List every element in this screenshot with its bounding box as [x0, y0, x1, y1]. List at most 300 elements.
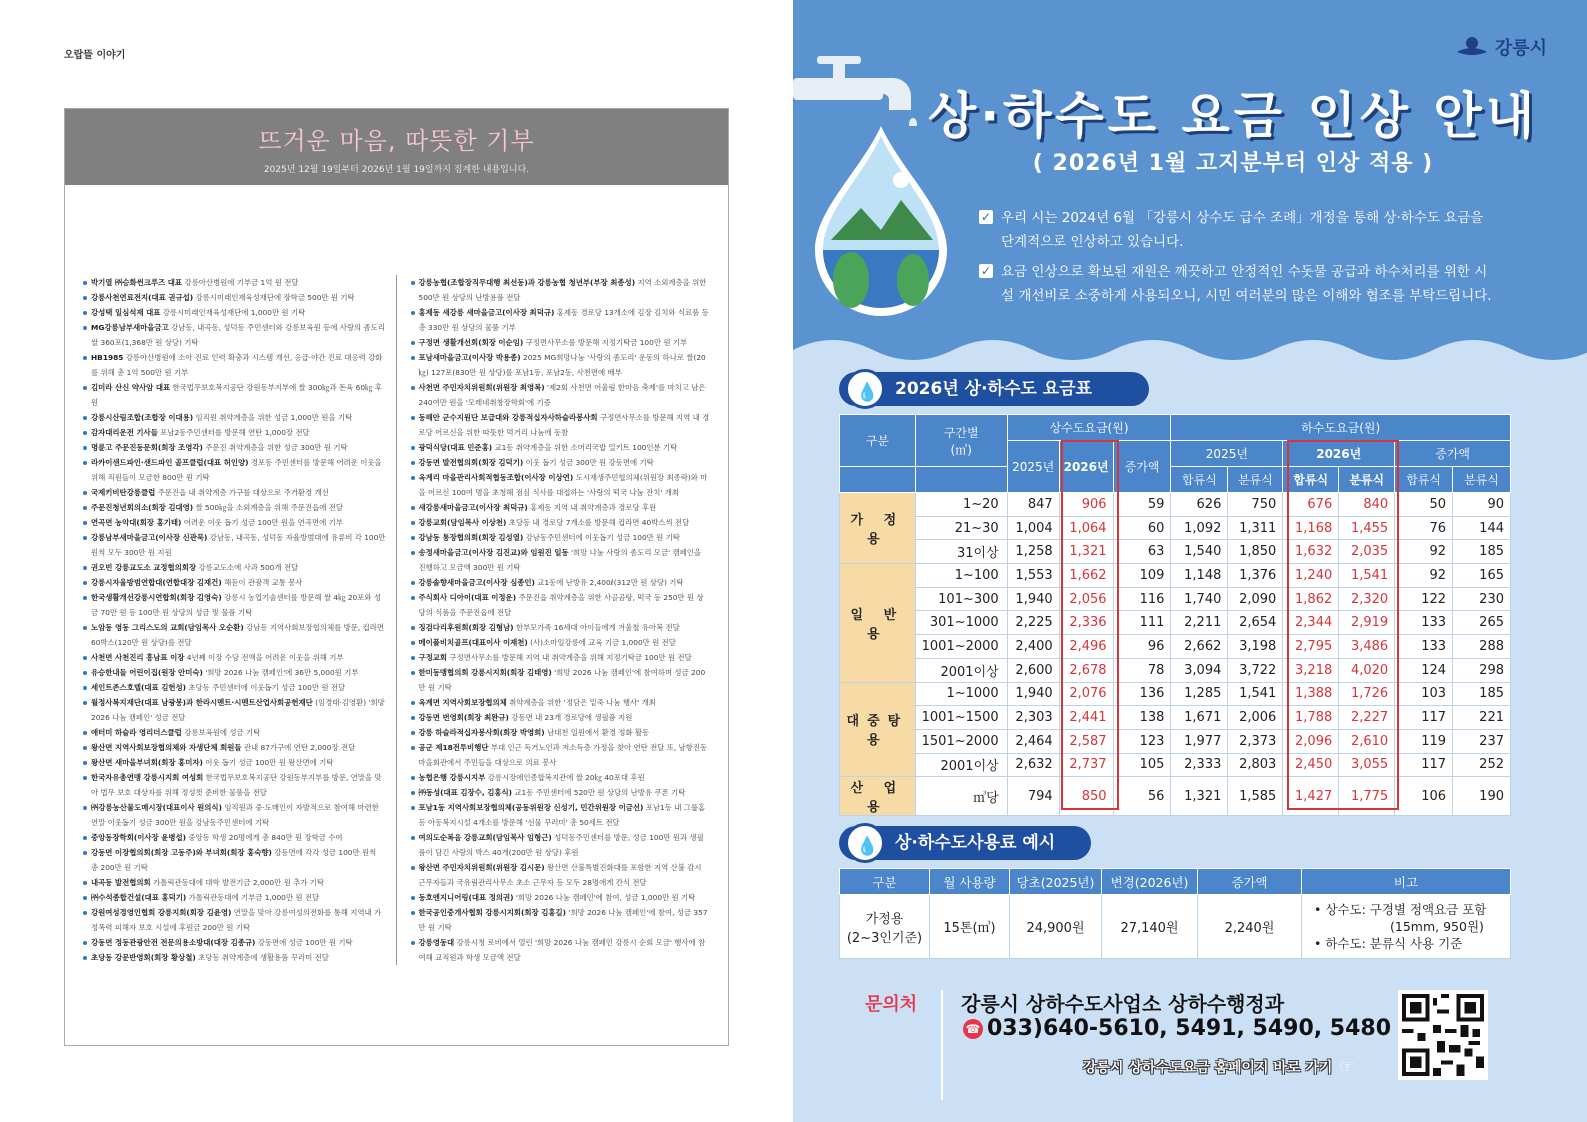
rate-range: ㎥당 — [915, 777, 1007, 816]
donation-item — [411, 275, 711, 305]
ex-type: 가정용 (2~3인기준) — [840, 895, 930, 959]
col-blank — [915, 467, 1007, 493]
donation-desc: 구정면사무소를 방문해 지역 내 경로당 어르신을 위한 따뜻한 먹거리 나눔에 동참 — [418, 413, 710, 437]
donation-desc: 임직원과 중·도매인이 자발적으로 참여해 마련한 연말 이웃돕기 성금 300만 원을 강남동주민센터에 기탁 — [91, 803, 379, 827]
rate-cell: 2,344 — [1283, 611, 1339, 635]
donation-desc: 한부모가족 16세대 아이들에게 겨울철 유아복 전달 — [515, 623, 680, 632]
rate-cell: 2,600 — [1007, 658, 1059, 682]
donation-desc: 구정면사무소를 방문해 지역 내 취약계층을 위해 지정기탁금 100만 원 전달 — [449, 653, 692, 662]
rate-table — [839, 414, 1511, 816]
donation-item — [83, 500, 386, 515]
rate-cell: 2,211 — [1171, 611, 1228, 635]
donor-name: 권오빈 강릉교도소 교정협의회장 — [91, 563, 197, 572]
donor-name: 강릉 하슬라적십자봉사회(회장 박영희) — [418, 728, 545, 737]
donation-item — [83, 350, 386, 380]
col-sewer-increase: 증가액 — [1395, 441, 1511, 467]
donor-name: 강릉영동대 — [418, 938, 455, 947]
rate-cell: 165 — [1453, 564, 1511, 588]
col-separate: 분류식 — [1228, 467, 1283, 493]
rate-cell: 3,094 — [1171, 658, 1228, 682]
donation-desc: '희망 2026 나눔 캠페인'에 참여하며 성금 200만 원 기탁 — [418, 668, 706, 692]
rate-cell: 1,585 — [1228, 777, 1283, 816]
donation-desc: 관내 87가구에 연탄 2,000장 전달 — [243, 743, 356, 752]
rate-cell: 133 — [1395, 635, 1453, 659]
donation-desc: 구정면사무소를 방문해 지정기탁금 100만 원 기부 — [525, 338, 688, 347]
col-sewer-2026: 2026년 — [1283, 441, 1395, 467]
donation-item — [411, 440, 711, 455]
rate-row — [840, 706, 1511, 730]
donation-item — [83, 935, 386, 950]
rate-cell: 3,055 — [1339, 753, 1395, 777]
main-title: 상·하수도 요금 인상 안내 — [927, 87, 1539, 145]
rate-cell: 2,035 — [1339, 540, 1395, 564]
ex-col-before: 당초(2025년) — [1010, 869, 1102, 895]
rate-cell: 1,775 — [1339, 777, 1395, 816]
rate-row — [840, 587, 1511, 611]
donor-name: 포남새마을금고(이사장 박용종) — [418, 353, 521, 362]
donation-desc: 강남동, 내곡동, 성덕동 주민센터와 강릉보육원 등에 사랑의 좀도리 쌀 360포(1,368만 원 상당) 기탁 — [91, 323, 385, 347]
rate-cell: 2,662 — [1171, 635, 1228, 659]
donation-item — [411, 650, 711, 665]
checkbox-icon: ✓ — [980, 264, 992, 278]
rate-section-title: 2026년 상·하수도 요금표 — [895, 379, 1092, 399]
donation-item — [83, 830, 386, 845]
donation-item — [83, 380, 386, 410]
ex-before: 24,900원 — [1010, 895, 1102, 959]
rate-cell: 2,320 — [1339, 587, 1395, 611]
rate-cell: 133 — [1395, 611, 1453, 635]
donation-item — [411, 470, 711, 500]
donation-item — [83, 455, 386, 485]
donor-name: 강릉사천연료전지(대표 권규섭) — [91, 293, 194, 302]
rate-cell: 3,722 — [1228, 658, 1283, 682]
donation-desc: 교1동 주민센터에 520만 원 상당의 난방유 쿠폰 기탁 — [514, 788, 686, 797]
donation-desc: 강릉보육원에 성금 기탁 — [184, 728, 261, 737]
rate-cell: 2,373 — [1228, 729, 1283, 753]
rate-cell: 1,064 — [1059, 516, 1113, 540]
rate-cell: 1,632 — [1283, 540, 1339, 564]
donation-item — [411, 620, 711, 635]
rate-cell: 119 — [1395, 729, 1453, 753]
donation-desc: 강릉시 농업기술센터를 방문해 쌀 4㎏ 20포와 성금 70만 원 등 100만 원 상당의 성금 및 물품 기탁 — [91, 593, 382, 617]
donation-desc: 강동면에 성금 100만 원 기탁 — [257, 938, 353, 947]
rate-cell: 3,198 — [1228, 635, 1283, 659]
donation-item — [83, 845, 386, 875]
donation-desc: 강릉아산병원에 소아 진료 인력 확충과 시스템 개선, 응급·야간 진료 대응력 강화를 위해 총 1억 500만 원 기부 — [91, 353, 383, 377]
donation-item — [83, 740, 386, 755]
rate-range: 31이상 — [915, 540, 1007, 564]
donor-name: 중앙동장학회(이사장 윤병섭) — [91, 833, 187, 842]
donation-columns — [77, 275, 716, 965]
rate-cell: 288 — [1453, 635, 1511, 659]
rate-cell: 1,004 — [1007, 516, 1059, 540]
donation-item — [411, 545, 711, 575]
donation-desc: '희망 2026 나눔 캠페인'에 36만 5,000원 기부 — [205, 668, 359, 677]
donation-desc: 초당동 주민센터에 이웃돕기 성금 100만 원 전달 — [188, 683, 346, 692]
donation-item — [83, 620, 386, 650]
ex-col-usage: 월 사용량 — [930, 869, 1010, 895]
donor-name: 강동면 발전협의회(회장 김덕기) — [418, 458, 524, 467]
donation-desc: '희망 2026 나눔 캠페인'에 참여, 성금 357만 원 기탁 — [418, 908, 708, 932]
donor-name: 농협은행 강릉시지부 — [418, 773, 486, 782]
example-section-heading — [839, 826, 1091, 860]
rate-cell: 1,168 — [1283, 516, 1339, 540]
col-blank — [840, 467, 916, 493]
donation-item — [83, 320, 386, 350]
rate-row — [840, 658, 1511, 682]
donation-desc: 취약계층을 위한 '정담은 밑죽 나눔 행사' 개최 — [509, 698, 656, 707]
donation-desc: 지역 소외계층을 위한 500만 원 상당의 난방용품 전달 — [418, 278, 707, 302]
rate-range: 1~100 — [915, 564, 1007, 588]
donation-item — [83, 530, 386, 560]
pointing-hand-icon: ☞ — [1338, 1056, 1355, 1077]
rate-cell: 59 — [1113, 493, 1171, 517]
rate-cell: 794 — [1007, 777, 1059, 816]
ex-note: • 상수도: 구경별 정액요금 포함 (15mm, 950원) • 하수도: 분류식 사용 기준 — [1302, 895, 1511, 959]
rate-cell: 103 — [1395, 682, 1453, 706]
donation-desc: 주문진 취약계층을 위한 성금 300만 원 기탁 — [205, 443, 348, 452]
rate-cell: 2,225 — [1007, 611, 1059, 635]
rate-cell: 123 — [1113, 729, 1171, 753]
donation-desc: 교1동에 난방유 2,400ℓ(312만 원 상당) 기탁 — [537, 578, 684, 587]
rate-category: 산 업 용 — [840, 777, 916, 816]
donation-item — [411, 725, 711, 740]
rate-cell: 850 — [1059, 777, 1113, 816]
rate-range: 301~1000 — [915, 611, 1007, 635]
donation-desc: 남대천 일원에서 환경 정화 활동 — [547, 728, 650, 737]
donation-item — [411, 905, 711, 935]
donation-desc: 왕산면 산불특별진화대를 포함한 지역 산불 감시 근무자들과 국유림관리사무소 초소 근무자 등 모두 28명에게 간식 전달 — [418, 863, 702, 887]
department-name: 강릉시 상하수도사업소 상하수행정과 — [961, 992, 1285, 1016]
donation-desc: 임직원 취약계층을 위한 성금 1,000만 원을 기탁 — [195, 413, 353, 422]
donation-item — [411, 455, 711, 470]
donor-name: 광덕식당(대표 민준홍) — [418, 443, 493, 452]
donation-box — [64, 108, 729, 1046]
rate-cell: 676 — [1283, 493, 1339, 517]
donation-item — [411, 530, 711, 545]
rate-cell: 78 — [1113, 658, 1171, 682]
donation-item — [83, 560, 386, 575]
donor-name: 주식회사 디아이(대표 이정운) — [418, 593, 517, 602]
rate-row — [840, 564, 1511, 588]
donor-name: 강릉남부새마을금고(이사장 신관묵) — [91, 533, 208, 542]
rate-range: 2001이상 — [915, 658, 1007, 682]
donor-name: 강릉시자율방범연합대(연합대장 김재건) — [91, 578, 222, 587]
col-separate: 분류식 — [1453, 467, 1511, 493]
donation-item — [411, 575, 711, 590]
donation-item — [83, 905, 386, 935]
rate-cell: 2,006 — [1228, 706, 1283, 730]
rate-cell: 252 — [1453, 753, 1511, 777]
donor-name: 애터미 하슬라 영리더스클럽 — [91, 728, 182, 737]
rate-row — [840, 611, 1511, 635]
donation-item — [411, 380, 711, 410]
donation-item — [411, 335, 711, 350]
donation-item — [411, 935, 711, 965]
rate-cell: 116 — [1113, 587, 1171, 611]
qr-code[interactable] — [1398, 990, 1488, 1080]
rate-cell: 105 — [1113, 753, 1171, 777]
rate-cell: 4,020 — [1339, 658, 1395, 682]
notice-block — [979, 206, 1499, 314]
donor-name: 새강릉새마을금고(이사장 최덕규) — [418, 503, 528, 512]
donation-item — [83, 950, 386, 965]
rate-row — [840, 753, 1511, 777]
rate-range: 1~20 — [915, 493, 1007, 517]
donation-desc: 가톨릭관동대에 기부금 1,000만 원 전달 — [188, 893, 320, 902]
donor-name: 옥계리 마을관리사회적협동조합(이사장 이상연) — [418, 473, 574, 482]
donation-desc: 강릉시장애인종합복지관에 쌀 20㎏ 40포대 후원 — [487, 773, 645, 782]
rate-cell: 185 — [1453, 540, 1511, 564]
donation-item — [411, 590, 711, 620]
rate-cell: 2,919 — [1339, 611, 1395, 635]
rate-cell: 847 — [1007, 493, 1059, 517]
col-combined: 합류식 — [1395, 467, 1453, 493]
rate-cell: 190 — [1453, 777, 1511, 816]
rate-cell: 106 — [1395, 777, 1453, 816]
rate-row — [840, 540, 1511, 564]
donation-desc: 강남동, 내곡동, 성덕동 자율방범대에 유류비 각 100만 원씩 모두 300만 원 지원 — [91, 533, 386, 557]
rate-cell: 1,726 — [1339, 682, 1395, 706]
faucet-icon — [793, 56, 933, 126]
donor-name: 월정사복지재단(대표 남광봉)과 한라시멘트·시멘트산업사회공헌재단 — [91, 698, 313, 707]
donor-name: 주문진청년회의소(회장 김대영) — [91, 503, 194, 512]
rate-cell: 117 — [1395, 753, 1453, 777]
donation-item — [83, 290, 386, 305]
rate-cell: 1,940 — [1007, 682, 1059, 706]
ex-col-increase: 증가액 — [1198, 869, 1302, 895]
rate-cell: 265 — [1453, 611, 1511, 635]
donation-desc: 강릉아산병원에 기부금 1억 원 전달 — [184, 278, 299, 287]
donor-name: 한미동맹협의회 강릉시지회(회장 김태영) — [418, 668, 552, 677]
donation-item — [83, 575, 386, 590]
donation-item — [411, 800, 711, 830]
example-table — [839, 868, 1511, 959]
donor-name: ㈜수석종합건설(대표 홍덕기) — [91, 893, 187, 902]
rate-cell: 1,977 — [1171, 729, 1228, 753]
rate-cell: 221 — [1453, 706, 1511, 730]
donor-name: 한국공인중개사협회 강릉시지회(회장 김홍길) — [418, 908, 567, 917]
donation-item — [83, 770, 386, 800]
donation-item — [411, 515, 711, 530]
rate-cell: 60 — [1113, 516, 1171, 540]
rate-cell: 1,541 — [1339, 564, 1395, 588]
donation-desc: 주문진읍 취약계층을 위한 사골곰탕, 떡국 등 250만 원 상당의 식품을 주문진읍에 전달 — [418, 593, 704, 617]
donation-desc: 주문진읍 내 취약계층 가구를 대상으로 주거환경 개선 — [157, 488, 329, 497]
donor-name: 구정면 생활개선회(회장 이순임) — [418, 338, 524, 347]
donation-item — [411, 500, 711, 515]
donor-name: 강동면 정동관광안전 전문의용소방대(대장 김종규) — [91, 938, 256, 947]
donor-name: 왕산면 주민자치위원회(위원장 김시문) — [418, 863, 545, 872]
donation-header — [65, 109, 728, 185]
donation-desc: 4년째 이장 수당 전액을 어려운 이웃을 위해 기부 — [186, 653, 344, 662]
donation-desc: 포남1동 내 그룹홈 등 아동복지시설 4개소를 방문해 '선물 꾸러미' 총 50세트 전달 — [418, 803, 706, 827]
rate-cell: 144 — [1453, 516, 1511, 540]
donor-name: ㈜강릉농산물도매시장(대표이사 원의식) — [91, 803, 222, 812]
rate-cell: 92 — [1395, 540, 1453, 564]
ex-col-note: 비고 — [1302, 869, 1511, 895]
donation-item — [411, 305, 711, 335]
donor-name: 강릉농협(조합장직무대행 최선동)과 강릉농협 청년부(부장 최종성) — [418, 278, 636, 287]
donor-name: 동해안 군수지원단 보급대와 강릉적십자사하슬라봉사회 — [418, 413, 598, 422]
rate-cell: 2,654 — [1228, 611, 1283, 635]
rate-range: 2001이상 — [915, 753, 1007, 777]
rate-cell: 1,258 — [1007, 540, 1059, 564]
rate-range: 101~300 — [915, 587, 1007, 611]
example-section-title: 상·하수도사용료 예시 — [895, 833, 1056, 853]
rate-cell: 1,311 — [1228, 516, 1283, 540]
donation-column-right — [397, 275, 717, 965]
col-water-2025: 2025년 — [1007, 441, 1059, 493]
logo-text: 강릉시 — [1494, 38, 1547, 59]
phone-number: ☎ 033)640-5610, 5491, 5490, 5480 — [963, 1016, 1391, 1041]
donation-desc: (사)소마일강릉에 교육 기금 1,000만 원 전달 — [530, 638, 676, 647]
col-sewer: 하수도요금(원) — [1171, 415, 1511, 441]
city-logo-icon — [1455, 36, 1489, 58]
inquiry-label: 문의처 — [865, 994, 918, 1015]
rate-cell: 1,321 — [1171, 777, 1228, 816]
donor-name: 한국생활개선강릉시연합회(회장 김영숙) — [91, 593, 222, 602]
donor-name: 노암동 영동 그리스도의 교회(담임목사 오순환) — [91, 623, 244, 632]
rate-cell: 2,096 — [1283, 729, 1339, 753]
donation-desc: (임경태·김영환) '희망 2026 나눔 캠페인' 성금 전달 — [91, 698, 385, 722]
col-water-increase: 증가액 — [1113, 441, 1171, 493]
donation-item — [83, 275, 386, 290]
donation-item — [83, 665, 386, 680]
donation-desc: 강릉시미래인재육성재단에 1,000만 원 기탁 — [162, 308, 306, 317]
donation-desc: 중앙동 학생 20명에게 총 840만 원 장학금 수여 — [188, 833, 343, 842]
rate-range: 1001~1500 — [915, 706, 1007, 730]
divider — [941, 990, 943, 1100]
rate-cell: 92 — [1395, 564, 1453, 588]
rate-cell: 1,740 — [1171, 587, 1228, 611]
donor-name: 초당동 강문반영회(회장 황상철) — [91, 953, 196, 962]
donor-name: 강릉솔향새마을금고(이사장 심종인) — [418, 578, 535, 587]
rate-cell: 2,464 — [1007, 729, 1059, 753]
rate-cell: 1,671 — [1171, 706, 1228, 730]
rate-cell: 56 — [1113, 777, 1171, 816]
notice-text-1: 우리 시는 2024년 6월 「강릉시 상수도 급수 조례」개정을 통해 상·하수도 요금을 단계적으로 인상하고 있습니다. — [1001, 210, 1484, 250]
donation-item — [83, 425, 386, 440]
ex-col-category: 구분 — [840, 869, 930, 895]
donor-name: 연곡면 농악대(회장 홍기태) — [91, 518, 182, 527]
donor-name: 메이플비치골프(대표이사 이재천) — [418, 638, 528, 647]
homepage-link[interactable]: 강릉시 상하수도요금 홈페이지 바로 가기 ☞ — [1083, 1056, 1355, 1077]
rate-range: 21~30 — [915, 516, 1007, 540]
donor-name: 동호엔지니어링(대표 정의권) — [418, 893, 514, 902]
water-drop-icon — [845, 369, 885, 409]
donor-name: 사천면 사천진리 흥남표 이장 — [91, 653, 185, 662]
donor-name: 세인트존스호텔(대표 김헌성) — [91, 683, 187, 692]
donor-name: 강동면 이장협의회(회장 고동주)와 부녀회(회장 홍숙향) — [91, 848, 272, 857]
col-water-2026: 2026년 — [1059, 441, 1113, 493]
rate-cell: 1,388 — [1283, 682, 1339, 706]
col-separate: 분류식 — [1339, 467, 1395, 493]
donation-desc: 강남동주민센터에 이웃돕기 성금 100만 원 기탁 — [525, 533, 680, 542]
donor-name: 명륜고 주문진동문회(회장 조영각) — [91, 443, 203, 452]
example-row — [840, 895, 1511, 959]
donation-item — [83, 515, 386, 530]
rate-cell: 2,227 — [1339, 706, 1395, 730]
donor-name: 강릉시산림조합(조합장 이대용) — [91, 413, 194, 422]
donation-item — [411, 710, 711, 725]
donor-name: 사천면 주민자치위원회(위원장 최영복) — [418, 383, 545, 392]
donation-item — [411, 890, 711, 905]
rate-category: 대중탕용 — [840, 682, 916, 777]
col-sewer-2025: 2025년 — [1171, 441, 1283, 467]
donation-desc: 교1동 취약계층을 위한 소머리국밥 밀키트 100인분 기탁 — [494, 443, 678, 452]
donation-item — [411, 830, 711, 860]
donation-desc: 강릉시청 로비에서 열린 '희망 2026 나눔 캠페인 강릉시 순회 모금' 행사에 참여해 교직원과 학생 모금액 전달 — [418, 938, 706, 962]
rate-cell: 2,803 — [1228, 753, 1283, 777]
donation-desc: 연말을 맞아 강릉여성의전화를 통해 지역내 가정폭력 피해자 보호 시설에 후원금 200만 원 기탁 — [91, 908, 382, 932]
donation-desc: 강동면 내 23개 경로당에 생필품 지원 — [511, 713, 633, 722]
rate-row — [840, 493, 1511, 517]
donation-desc: 초당동 취약계층에 생활용품 꾸러미 전달 — [198, 953, 329, 962]
donation-item — [83, 890, 386, 905]
rate-cell: 1,092 — [1171, 516, 1228, 540]
rate-row — [840, 777, 1511, 816]
rate-category: 가 정 용 — [840, 493, 916, 564]
rate-cell: 111 — [1113, 611, 1171, 635]
rate-cell: 2,587 — [1059, 729, 1113, 753]
donor-name: 옥계면 지역사회보장협의체 — [418, 698, 507, 707]
rate-cell: 237 — [1453, 729, 1511, 753]
donation-desc: 가톨릭관동대에 대학 발전기금 2,000만 원 추가 기탁 — [153, 878, 324, 887]
donation-desc: 도시재생주민협의체(위원장 최종락)와 마을 어르신 100여 명을 초청해 점심 식사를 대접하는 '사랑의 떡국 나눔 잔치' 개최 — [418, 473, 708, 497]
donor-name: 포남1동 지역사회보장협의체(공동위원장 신성기, 민간위원장 이금선) — [418, 803, 644, 812]
donor-name: 내곡동 발전협의회 — [91, 878, 151, 887]
rate-cell: 906 — [1059, 493, 1113, 517]
rate-cell: 2,450 — [1283, 753, 1339, 777]
rate-cell: 63 — [1113, 540, 1171, 564]
phone-icon: ☎ — [963, 1019, 983, 1039]
donor-name: 강성택 일심석재 대표 — [91, 308, 161, 317]
rate-cell: 138 — [1113, 706, 1171, 730]
donation-item — [83, 875, 386, 890]
rate-range: 1001~2000 — [915, 635, 1007, 659]
rate-cell: 2,333 — [1171, 753, 1228, 777]
donation-item — [83, 800, 386, 830]
rate-cell: 1,862 — [1283, 587, 1339, 611]
donation-desc: 성덕동주민센터를 방문, 성금 100만 원과 생필품이 담긴 사랑의 박스 40개(200만 원 상당) 후원 — [418, 833, 704, 857]
donation-item — [411, 785, 711, 800]
notice-item — [979, 206, 1499, 254]
rate-cell: 2,678 — [1059, 658, 1113, 682]
water-drop-icon — [845, 823, 885, 863]
rate-cell: 1,455 — [1339, 516, 1395, 540]
ex-after: 27,140원 — [1102, 895, 1198, 959]
rate-section-heading — [839, 372, 1149, 406]
left-page — [0, 0, 793, 1122]
rate-cell: 185 — [1453, 682, 1511, 706]
donor-name: ㈜동성(대표 김장수, 김홍식) — [418, 788, 512, 797]
rate-row — [840, 635, 1511, 659]
rate-cell: 1,788 — [1283, 706, 1339, 730]
donor-name: 구정교회 — [418, 653, 448, 662]
donation-item — [411, 635, 711, 650]
rate-row — [840, 516, 1511, 540]
donation-desc: 해돋이 관광객 교통 봉사 — [224, 578, 303, 587]
donation-desc: 홍제동 경로당 13개소에 김장 김치와 식료품 등 총 330만 원 상당의 물품 기부 — [418, 308, 709, 332]
rate-cell: 2,496 — [1059, 635, 1113, 659]
rate-cell: 3,486 — [1339, 635, 1395, 659]
rate-cell: 1,940 — [1007, 587, 1059, 611]
rate-cell: 2,632 — [1007, 753, 1059, 777]
donation-desc: 강동면에 각각 성금 100만 원씩 총 200만 원 기탁 — [91, 848, 377, 872]
rate-cell: 1,427 — [1283, 777, 1339, 816]
donation-title: 뜨거운 마음, 따뜻한 기부 — [258, 127, 535, 155]
